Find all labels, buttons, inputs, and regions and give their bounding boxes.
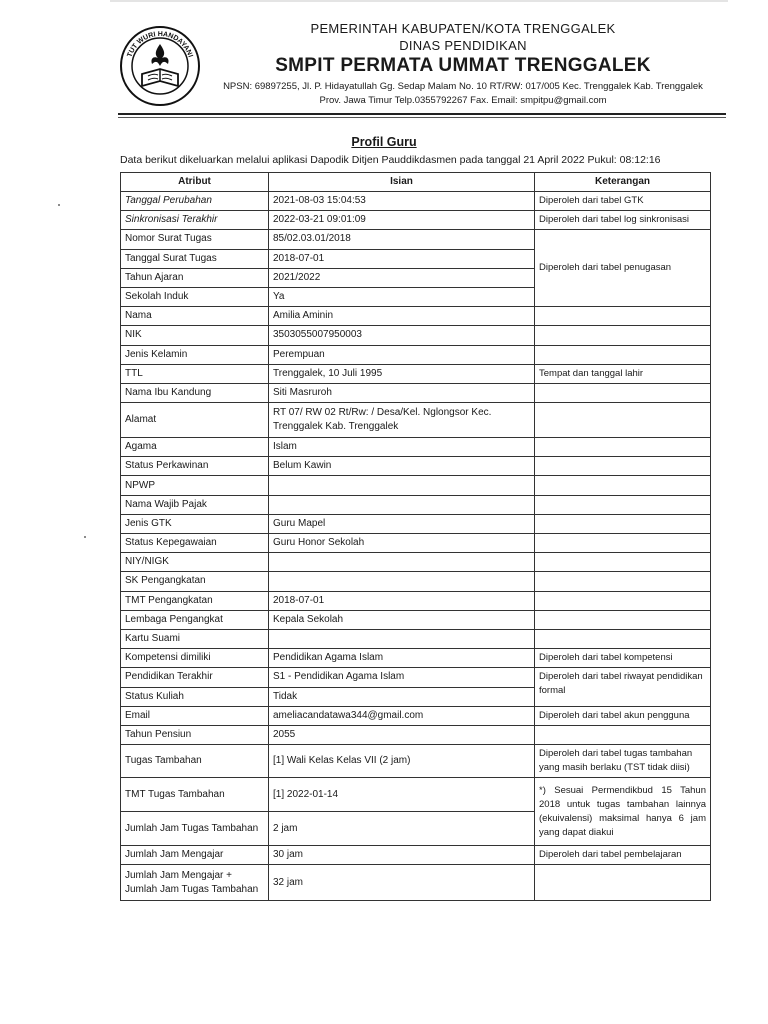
row-atribut: Status Kepegawaian — [121, 534, 269, 553]
row-atribut: Tugas Tambahan — [121, 745, 269, 778]
row-isian: Guru Honor Sekolah — [269, 534, 535, 553]
row-isian: Islam — [269, 438, 535, 457]
table-row — [121, 211, 711, 230]
table-row — [121, 438, 711, 457]
row-keterangan — [535, 610, 711, 629]
table-row — [121, 649, 711, 668]
row-atribut: Tanggal Surat Tugas — [121, 249, 269, 268]
row-keterangan — [535, 553, 711, 572]
row-keterangan — [535, 383, 711, 402]
row-keterangan — [535, 403, 711, 438]
row-atribut: SK Pengangkatan — [121, 572, 269, 591]
row-keterangan — [535, 591, 711, 610]
table-row — [121, 629, 711, 648]
row-atribut: TMT Tugas Tambahan — [121, 778, 269, 812]
table-row — [121, 553, 711, 572]
table-row — [121, 403, 711, 438]
row-isian: 32 jam — [269, 865, 535, 901]
row-atribut: Nama Ibu Kandung — [121, 383, 269, 402]
row-isian: 2055 — [269, 725, 535, 744]
row-atribut: Tahun Ajaran — [121, 268, 269, 287]
row-isian: 2022-03-21 09:01:09 — [269, 211, 535, 230]
row-keterangan: Tempat dan tanggal lahir — [535, 364, 711, 383]
row-keterangan — [535, 725, 711, 744]
table-row — [121, 307, 711, 326]
row-isian — [269, 629, 535, 648]
row-isian — [269, 476, 535, 495]
row-atribut: Status Kuliah — [121, 687, 269, 706]
row-atribut: Lembaga Pengangkat — [121, 610, 269, 629]
row-isian: ameliacandatawa344@gmail.com — [269, 706, 535, 725]
row-isian: Belum Kawin — [269, 457, 535, 476]
header-keterangan: Keterangan — [535, 173, 711, 192]
row-keterangan — [535, 629, 711, 648]
row-atribut: Nomor Surat Tugas — [121, 230, 269, 249]
row-isian: 2021-08-03 15:04:53 — [269, 192, 535, 211]
table-row — [121, 610, 711, 629]
header-isian: Isian — [269, 173, 535, 192]
tut-wuri-handayani-logo — [118, 24, 202, 108]
row-isian: S1 - Pendidikan Agama Islam — [269, 668, 535, 687]
row-keterangan: *) Sesuai Permendikbud 15 Tahun 2018 untuk tugas tambahan lainnya (ekuivalensi) maksimal hanya 6 jam yang dapat diakui — [535, 778, 711, 846]
row-isian: Guru Mapel — [269, 514, 535, 533]
row-atribut: Kompetensi dimiliki — [121, 649, 269, 668]
row-isian: 85/02.03.01/2018 — [269, 230, 535, 249]
table-row — [121, 725, 711, 744]
row-atribut: Sekolah Induk — [121, 287, 269, 306]
row-keterangan — [535, 514, 711, 533]
row-atribut: Tanggal Perubahan — [121, 192, 269, 211]
scan-speck — [58, 204, 60, 206]
row-isian: 3503055007950003 — [269, 326, 535, 345]
row-atribut: NPWP — [121, 476, 269, 495]
document-description: Data berikut dikeluarkan melalui aplikasi Dapodik Ditjen Pauddikdasmen pada tanggal 21 April 2022 Pukul: 08:12:16 — [120, 154, 661, 166]
row-keterangan — [535, 457, 711, 476]
row-keterangan — [535, 476, 711, 495]
row-isian: 2021/2022 — [269, 268, 535, 287]
row-keterangan: Diperoleh dari tabel riwayat pendidikan formal — [535, 668, 711, 706]
svg-text:TUT WURI HANDAYANI: TUT WURI HANDAYANI — [126, 30, 194, 59]
table-row — [121, 514, 711, 533]
row-atribut: Nama Wajib Pajak — [121, 495, 269, 514]
row-atribut: Agama — [121, 438, 269, 457]
header-divider-thin — [118, 117, 726, 118]
row-atribut: Alamat — [121, 403, 269, 438]
table-row — [121, 745, 711, 778]
scan-speck — [84, 536, 86, 538]
row-atribut: Tahun Pensiun — [121, 725, 269, 744]
row-isian: Siti Masruroh — [269, 383, 535, 402]
row-isian: 2018-07-01 — [269, 249, 535, 268]
row-isian: Kepala Sekolah — [269, 610, 535, 629]
header-government: PEMERINTAH KABUPATEN/KOTA TRENGGALEK — [310, 21, 616, 36]
row-isian: Amilia Aminin — [269, 307, 535, 326]
row-keterangan — [535, 572, 711, 591]
row-isian: Pendidikan Agama Islam — [269, 649, 535, 668]
table-header-row — [121, 173, 711, 192]
header-address-line1: NPSN: 69897255, Jl. P. Hidayatullah Gg. Sedap Malam No. 10 RT/RW: 017/005 Kec. Trenggalek Kab. Trenggalek — [223, 81, 703, 92]
table-row — [121, 591, 711, 610]
row-atribut: NIY/NIGK — [121, 553, 269, 572]
table-row — [121, 364, 711, 383]
row-atribut: Jenis GTK — [121, 514, 269, 533]
row-atribut: Pendidikan Terakhir — [121, 668, 269, 687]
row-keterangan — [535, 495, 711, 514]
row-keterangan — [535, 326, 711, 345]
table-row — [121, 572, 711, 591]
row-keterangan — [535, 438, 711, 457]
header-address-line2: Prov. Jawa Timur Telp.0355792267 Fax. Email: smpitpu@gmail.com — [319, 95, 607, 106]
row-keterangan — [535, 307, 711, 326]
table-row — [121, 192, 711, 211]
table-row — [121, 326, 711, 345]
row-keterangan: Diperoleh dari tabel akun pengguna — [535, 706, 711, 725]
table-row — [121, 345, 711, 364]
row-isian — [269, 572, 535, 591]
row-atribut: Jenis Kelamin — [121, 345, 269, 364]
header-school-name: SMPIT PERMATA UMMAT TRENGGALEK — [275, 55, 651, 76]
row-atribut: Jumlah Jam Tugas Tambahan — [121, 812, 269, 846]
row-atribut: NIK — [121, 326, 269, 345]
row-isian: Trenggalek, 10 Juli 1995 — [269, 364, 535, 383]
table-row — [121, 778, 711, 812]
table-row — [121, 457, 711, 476]
row-atribut: Jumlah Jam Mengajar — [121, 846, 269, 865]
scan-top-edge — [110, 0, 728, 2]
row-atribut: Email — [121, 706, 269, 725]
row-isian: Ya — [269, 287, 535, 306]
row-atribut: Kartu Suami — [121, 629, 269, 648]
row-isian: 30 jam — [269, 846, 535, 865]
table-row — [121, 668, 711, 687]
row-keterangan — [535, 534, 711, 553]
row-isian: RT 07/ RW 02 Rt/Rw: / Desa/Kel. Nglongsor Kec. Trenggalek Kab. Trenggalek — [269, 403, 535, 438]
header-divider-thick — [118, 113, 726, 115]
table-row — [121, 495, 711, 514]
row-keterangan — [535, 345, 711, 364]
row-isian: 2 jam — [269, 812, 535, 846]
row-keterangan: Diperoleh dari tabel GTK — [535, 192, 711, 211]
row-keterangan — [535, 865, 711, 901]
row-isian: 2018-07-01 — [269, 591, 535, 610]
table-row — [121, 383, 711, 402]
row-atribut: Status Perkawinan — [121, 457, 269, 476]
row-isian — [269, 495, 535, 514]
row-isian: Tidak — [269, 687, 535, 706]
row-keterangan: Diperoleh dari tabel log sinkronisasi — [535, 211, 711, 230]
row-keterangan: Diperoleh dari tabel kompetensi — [535, 649, 711, 668]
table-row — [121, 230, 711, 249]
row-atribut: TTL — [121, 364, 269, 383]
row-keterangan: Diperoleh dari tabel penugasan — [535, 230, 711, 307]
table-row — [121, 534, 711, 553]
table-row — [121, 706, 711, 725]
document-title: Profil Guru — [351, 135, 417, 149]
row-isian: [1] 2022-01-14 — [269, 778, 535, 812]
profile-table — [120, 172, 711, 901]
row-atribut: Sinkronisasi Terakhir — [121, 211, 269, 230]
row-atribut: Jumlah Jam Mengajar + Jumlah Jam Tugas Tambahan — [121, 865, 269, 901]
header-atribut: Atribut — [121, 173, 269, 192]
row-isian — [269, 553, 535, 572]
table-row — [121, 476, 711, 495]
table-row — [121, 865, 711, 901]
header-department: DINAS PENDIDIKAN — [399, 38, 527, 53]
row-keterangan: Diperoleh dari tabel tugas tambahan yang masih berlaku (TST tidak diisi) — [535, 745, 711, 778]
row-atribut: TMT Pengangkatan — [121, 591, 269, 610]
row-atribut: Nama — [121, 307, 269, 326]
row-isian: Perempuan — [269, 345, 535, 364]
row-keterangan: Diperoleh dari tabel pembelajaran — [535, 846, 711, 865]
table-row — [121, 846, 711, 865]
row-isian: [1] Wali Kelas Kelas VII (2 jam) — [269, 745, 535, 778]
